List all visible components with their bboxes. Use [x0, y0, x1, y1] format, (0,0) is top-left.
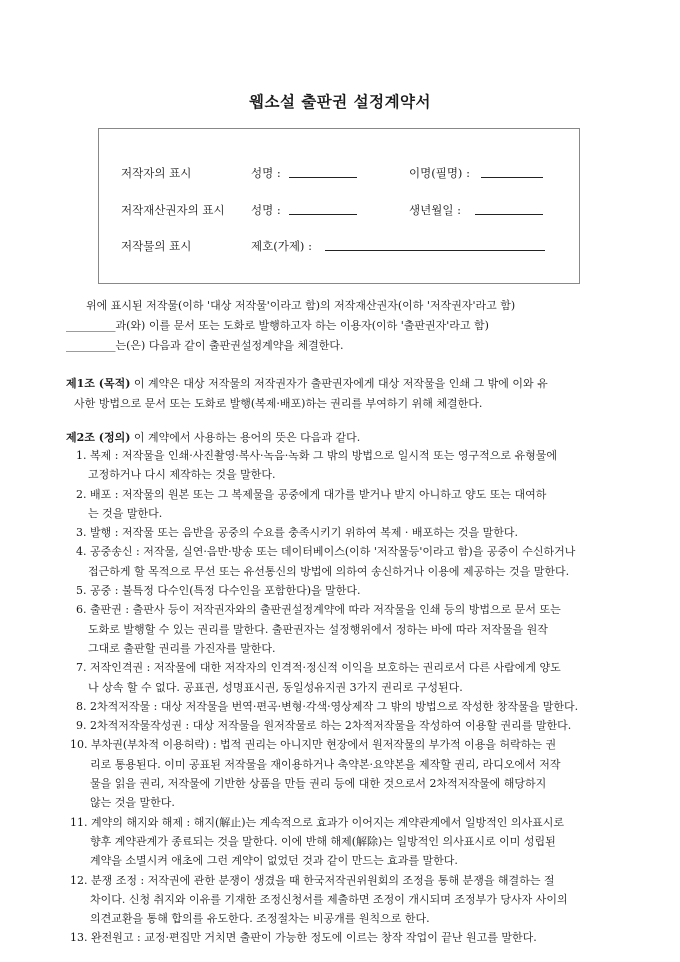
definition-item	[66, 523, 626, 542]
definition-text: 11. 계약의 해지와 해제 : 해지(解止)는 계속적으로 효과가 이어지는 계약관계에서 일방적인 의사표시로	[70, 815, 565, 829]
author-row	[99, 165, 579, 187]
definition-text-cont: 않는 것을 말한다.	[90, 796, 175, 810]
definition-text-cont: 물을 읽을 권리, 저작물에 기반한 상품을 만들 권리 등에 대한 것으로서 2차적저작물에 해당하지	[90, 777, 547, 791]
holder-label: 저작재산권자의 표시	[121, 203, 225, 217]
article-2-heading: 제2조 (정의)	[66, 431, 131, 444]
definition-text-cont: 계약을 소멸시켜 애초에 그런 계약이 없었던 것과 같이 만드는 효과를 말한다.	[90, 854, 458, 868]
definition-text: 2. 배포 : 저작물의 원본 또는 그 복제물을 공중에게 대가를 받거나 받지 아니하고 양도 또는 대여하	[76, 487, 547, 501]
birth-field[interactable]	[475, 202, 543, 218]
intro-line: 위에 표시된 저작물(이하 '대상 저작물'이라고 함)의 저작재산권자(이하 '저작권자'라고 함)	[86, 299, 516, 312]
definition-text: 6. 출판권 : 출판사 등이 저작권자와의 출판권설정계약에 따라 저작물을 인쇄 등의 방법으로 문서 또는	[76, 603, 561, 617]
definition-text: 1. 복제 : 저작물을 인쇄·사진촬영·복사·녹음·녹화 그 밖의 방법으로 일시적 또는 영구적으로 유형물에	[76, 449, 558, 462]
definition-text-cont: 의견교환을 통해 합의를 유도한다. 조정절차는 비공개를 원칙으로 한다.	[90, 912, 430, 926]
definition-text-cont: 는 것을 말한다.	[88, 506, 163, 520]
holder-row	[99, 202, 579, 224]
pen-name-label: 이명(필명) :	[409, 166, 470, 180]
article-1-text-cont: 사한 방법으로 문서 또는 도화로 발행(복제·배포)하는 권리를 부여하기 위해 체결한다.	[74, 397, 483, 410]
intro-line: _________과(와) 이를 문서 또는 도화로 발행하고자 하는 이용자(이하 '출판권자'라고 함)	[66, 319, 489, 332]
definition-item	[66, 716, 626, 735]
definition-text: 4. 공중송신 : 저작물, 실연·음반·방송 또는 데이터베이스(이하 '저작물등'이라고 함)을 공중이 수신하거나	[76, 545, 576, 559]
article-1-text: 이 계약은 대상 저작물의 저작권자가 출판권자에게 대상 저작물을 인쇄 그 밖에 이와 유	[130, 377, 548, 390]
definition-item	[66, 697, 626, 716]
definition-text: 9. 2차적저작물작성권 : 대상 저작물을 원저작물로 하는 2차적저작물을 작성하여 이용할 권리를 말한다.	[76, 719, 572, 733]
definition-text-cont: 향후 계약관계가 종료되는 것을 말한다. 이에 반해 해제(解除)는 일방적인 의사표시로 이미 성립된	[90, 834, 556, 848]
author-label: 저작자의 표시	[121, 166, 192, 180]
work-title-label: 제호(가제) :	[251, 239, 312, 253]
pen-name-field[interactable]	[481, 165, 543, 181]
work-label: 저작물의 표시	[121, 239, 192, 253]
definition-item	[66, 735, 626, 812]
definition-text: 7. 저작인격권 : 저작물에 대한 저작자의 인격적·정신적 이익을 보호하는 권리로서 다른 사람에게 양도	[76, 661, 561, 675]
definition-text: 3. 발행 : 저작물 또는 음반을 공중의 수요를 충족시키기 위하여 복제 · 배포하는 것을 말한다.	[76, 526, 519, 540]
document-title: 웹소설 출판권 설정계약서	[249, 93, 431, 111]
definition-item	[66, 485, 626, 524]
definition-text: 10. 부차권(부차적 이용허락) : 법적 권리는 아니지만 현장에서 원저작물의 부가적 이용을 허락하는 권	[70, 738, 557, 752]
definition-item	[66, 928, 626, 947]
author-name-label: 성명 :	[251, 166, 281, 180]
definition-text-cont: 나 상속 할 수 없다. 공표권, 성명표시권, 동일성유지권 3가지 권리로 구성된다.	[88, 680, 463, 694]
definition-text-cont: 그대로 출판할 권리를 가진자를 말한다.	[88, 641, 276, 655]
holder-name-label: 성명 :	[251, 203, 281, 217]
intro-paragraph	[66, 296, 616, 356]
birth-label: 생년월일 :	[409, 203, 461, 217]
work-title-field[interactable]	[325, 238, 545, 254]
definition-text-cont: 차이다. 신청 취지와 이유를 기재한 조정신청서를 제출하면 조정이 개시되며 조정부가 당사자 사이의	[90, 892, 568, 906]
definition-item	[66, 600, 626, 658]
article-1	[66, 374, 616, 414]
definition-text-cont: 고정하거나 다시 제작하는 것을 말한다.	[88, 468, 276, 482]
definition-item	[66, 542, 626, 581]
definition-item	[66, 581, 626, 600]
definition-text: 5. 공중 : 불특정 다수인(특정 다수인을 포함한다)을 말한다.	[76, 584, 361, 598]
definition-text-cont: 리로 통용된다. 이미 공표된 저작물을 재이용하거나 축약본·요약본을 제작할 권리, 라디오에서 저작	[90, 757, 561, 771]
author-name-field[interactable]	[289, 165, 357, 181]
definition-item	[66, 446, 626, 485]
article-1-heading: 제1조 (목적)	[66, 377, 131, 390]
definition-item	[66, 871, 626, 929]
definition-text-cont: 도화로 발행할 수 있는 권리를 말한다. 출판권자는 설정행위에서 정하는 바에 따라 저작물을 원작	[88, 622, 548, 636]
intro-line: _________는(은) 다음과 같이 출판권설정계약을 체결한다.	[66, 339, 344, 352]
party-info-box	[98, 128, 580, 284]
article-2	[66, 428, 616, 448]
definition-text: 12. 분쟁 조정 : 저작권에 관한 분쟁이 생겼을 때 한국저작권위원회의 조정을 통해 분쟁을 해결하는 절	[70, 873, 555, 887]
definition-list	[66, 446, 626, 948]
work-row	[99, 238, 579, 260]
holder-name-field[interactable]	[289, 202, 357, 218]
definition-item	[66, 658, 626, 697]
definition-item	[66, 813, 626, 871]
definition-text-cont: 접근하게 할 목적으로 무선 또는 유선통신의 방법에 의하여 송신하거나 이용에 제공하는 것을 말한다.	[88, 564, 570, 578]
definition-text: 8. 2차적저작물 : 대상 저작물을 번역·편곡·변형·각색·영상제작 그 밖의 방법으로 작성한 창작물을 말한다.	[76, 699, 579, 713]
definition-text: 13. 완전원고 : 교정·편집만 거치면 출판이 가능한 정도에 이르는 창작 작업이 끝난 원고를 말한다.	[70, 931, 537, 945]
article-2-intro: 이 계약에서 사용하는 용어의 뜻은 다음과 같다.	[130, 431, 361, 444]
